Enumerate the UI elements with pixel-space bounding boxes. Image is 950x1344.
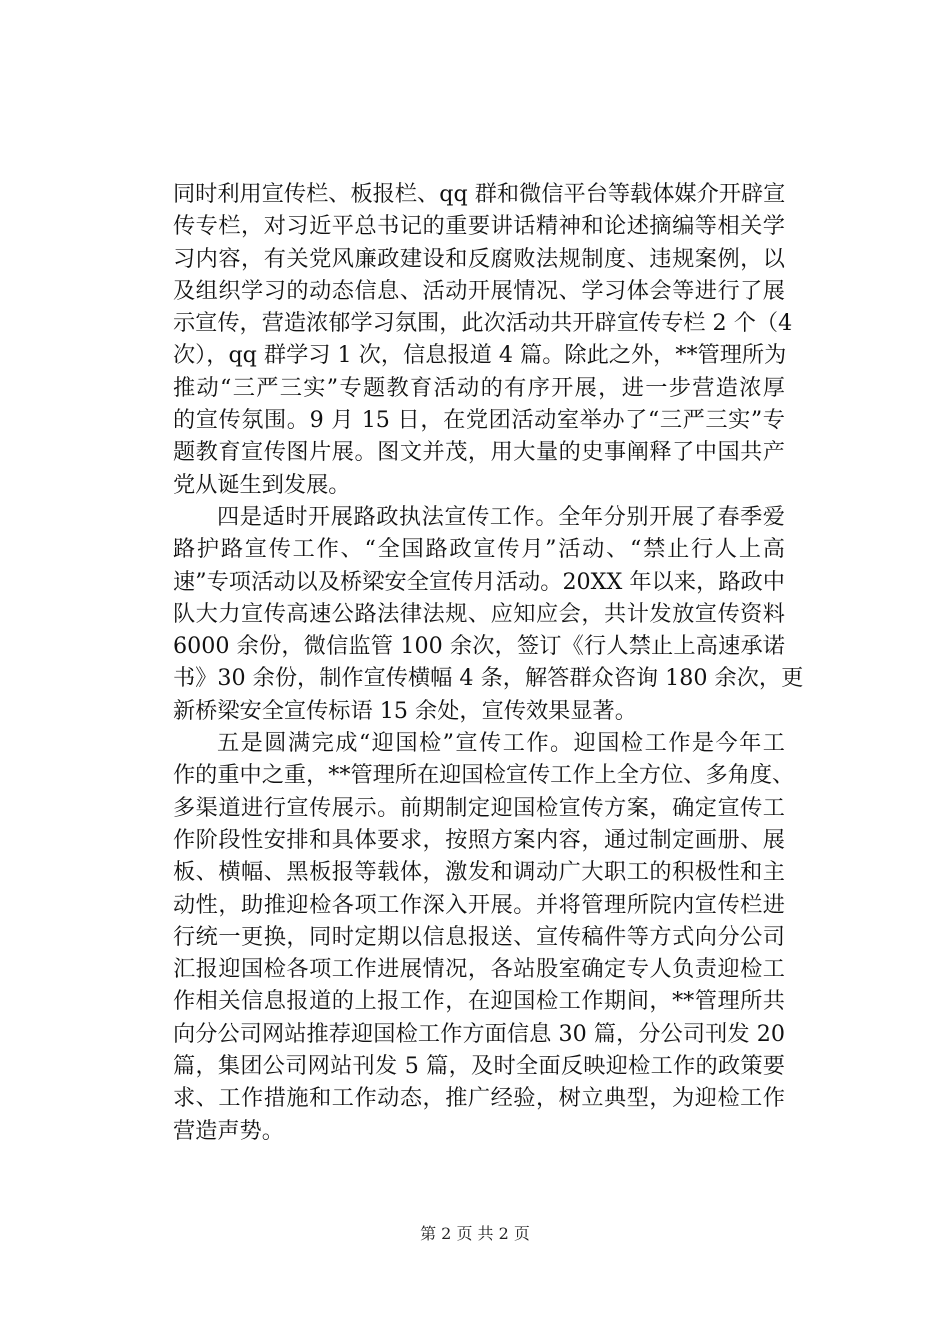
text-line: 五是圆满完成“迎国检”宣传工作。迎国检工作是今年工 bbox=[217, 730, 785, 757]
text-line: 四是适时开展路政执法宣传工作。全年分别开展了春季爱 bbox=[217, 503, 785, 530]
text-line: 作相关信息报道的上报工作，在迎国检工作期间，**管理所共 bbox=[173, 988, 785, 1015]
text-line: 作阶段性安排和具体要求，按照方案内容，通过制定画册、展 bbox=[173, 826, 785, 853]
body-text bbox=[173, 178, 804, 1147]
text-line: 示宣传，营造浓郁学习氛围，此次活动共开辟宣传专栏 2 个（4 bbox=[173, 310, 793, 337]
page-footer: 第 2 页 共 2 页 bbox=[420, 1224, 530, 1243]
text-line: 次），qq 群学习 1 次，信息报道 4 篇。除此之外，**管理所为 bbox=[173, 342, 787, 369]
text-line: 路护路宣传工作、“全国路政宣传月”活动、“禁止行人上高 bbox=[173, 536, 785, 563]
text-line: 速”专项活动以及桥梁安全宣传月活动。20XX 年以来，路政中 bbox=[173, 568, 785, 595]
text-line: 及组织学习的动态信息、活动开展情况、学习体会等进行了展 bbox=[173, 277, 785, 304]
text-line: 书》30 余份，制作宣传横幅 4 条，解答群众咨询 180 余次，更 bbox=[173, 665, 804, 692]
text-line: 新桥梁安全宣传标语 15 余处，宣传效果显著。 bbox=[173, 697, 637, 724]
text-line: 向分公司网站推荐迎国检工作方面信息 30 篇，分公司刊发 20 bbox=[173, 1020, 785, 1047]
text-line: 同时利用宣传栏、板报栏、qq 群和微信平台等载体媒介开辟宣 bbox=[173, 181, 786, 207]
text-line: 推动“三严三实”专题教育活动的有序开展，进一步营造浓厚 bbox=[173, 374, 785, 401]
text-line: 的宣传氛围。9 月 15 日，在党团活动室举办了“三严三实”专 bbox=[173, 407, 785, 434]
text-line: 行统一更换，同时定期以信息报送、宣传稿件等方式向分公司 bbox=[173, 923, 785, 950]
text-line: 板、横幅、黑板报等载体，激发和调动广大职工的积极性和主 bbox=[173, 859, 785, 886]
text-line: 习内容，有关党风廉政建设和反腐败法规制度、违规案例，以 bbox=[173, 245, 785, 272]
text-line: 题教育宣传图片展。图文并茂，用大量的史事阐释了中国共产 bbox=[173, 439, 785, 466]
text-line: 传专栏，对习近平总书记的重要讲话精神和论述摘编等相关学 bbox=[173, 213, 785, 240]
paragraph bbox=[173, 727, 795, 1147]
text-line: 动性，助推迎检各项工作深入开展。并将管理所院内宣传栏进 bbox=[173, 891, 785, 918]
paragraph bbox=[173, 501, 804, 727]
text-line: 多渠道进行宣传展示。前期制定迎国检宣传方案，确定宣传工 bbox=[173, 794, 785, 821]
text-line: 求、工作措施和工作动态，推广经验，树立典型，为迎检工作 bbox=[173, 1085, 785, 1112]
text-line: 汇报迎国检各项工作进展情况，各站股室确定专人负责迎检工 bbox=[173, 956, 785, 983]
text-line: 篇，集团公司网站刊发 5 篇，及时全面反映迎检工作的政策要 bbox=[173, 1053, 785, 1080]
text-line: 作的重中之重，**管理所在迎国检宣传工作上全方位、多角度、 bbox=[173, 762, 795, 789]
paragraph bbox=[173, 178, 793, 501]
text-line: 党从诞生到发展。 bbox=[173, 471, 351, 498]
text-line: 6000 余份，微信监管 100 余次，签订《行人禁止上高速承诺 bbox=[173, 633, 785, 660]
text-line: 队大力宣传高速公路法律法规、应知应会，共计发放宣传资料 bbox=[173, 600, 785, 627]
text-line: 营造声势。 bbox=[173, 1117, 284, 1144]
